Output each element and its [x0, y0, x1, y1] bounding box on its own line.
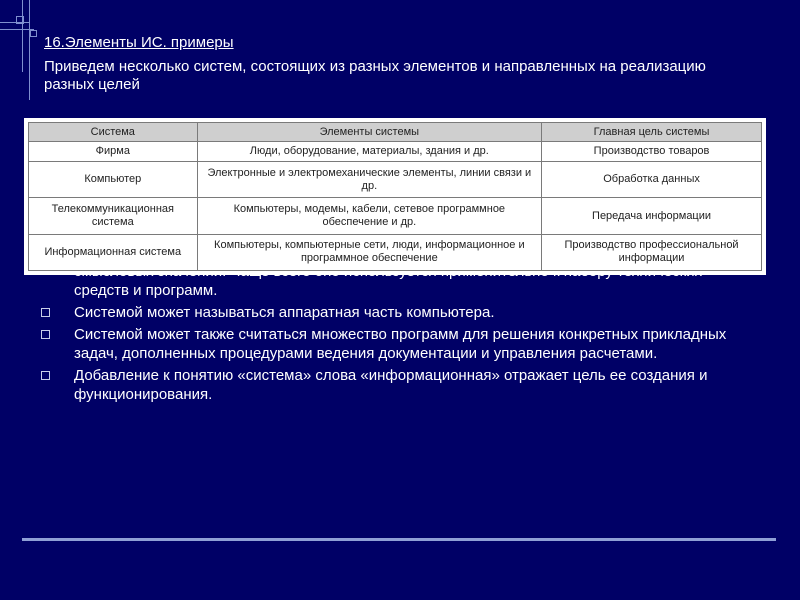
- cell-goal: Передача информации: [542, 198, 762, 234]
- cell-goal: Обработка данных: [542, 162, 762, 198]
- bullet-text: Добавление к понятию «система» слова «информационная» отражает цель ее создания и функционирования.: [74, 367, 708, 403]
- table-row: [29, 234, 762, 270]
- square-bullet-icon: [41, 308, 50, 317]
- header-goal: Главная цель системы: [542, 123, 762, 142]
- cell-system: Фирма: [29, 142, 198, 162]
- frame-square-icon: [30, 30, 37, 37]
- cell-system: Компьютер: [29, 162, 198, 198]
- systems-table: [28, 122, 762, 271]
- cell-elements: Компьютеры, модемы, кабели, сетевое программное обеспечение и др.: [197, 198, 542, 234]
- slide-subtitle: Приведем несколько систем, состоящих из разных элементов и направленных на реализацию разных целей: [44, 58, 706, 93]
- bottom-divider: [22, 538, 776, 541]
- frame-square-icon: [16, 16, 24, 24]
- table-header-row: [29, 123, 762, 142]
- continuation-text: средств и программ.: [74, 282, 218, 299]
- frame-line-right: [29, 0, 30, 100]
- slide-title: 16.Элементы ИС. примеры: [44, 34, 234, 51]
- frame-line-left: [22, 0, 23, 72]
- cell-elements: Компьютеры, компьютерные сети, люди, информационное и программное обеспечение: [197, 234, 542, 270]
- cell-goal: Производство профессиональной информации: [542, 234, 762, 270]
- frame-line-top-2: [0, 29, 34, 30]
- table-row: [29, 162, 762, 198]
- body-text: [40, 262, 760, 404]
- bullet-item: [40, 303, 760, 322]
- frame-line-top: [0, 22, 30, 23]
- bullet-item: [40, 325, 760, 363]
- systems-table-image: [24, 118, 766, 275]
- cell-system: Телекоммуникационная система: [29, 198, 198, 234]
- table-row: [29, 198, 762, 234]
- bullet-item: [40, 366, 760, 404]
- cell-elements: Люди, оборудование, материалы, здания и др.: [197, 142, 542, 162]
- bullet-text: Системой может также считаться множество программ для решения конкретных прикладных задач, дополненных процедурами ведения документации и управления расчетами.: [74, 326, 727, 362]
- cell-goal: Производство товаров: [542, 142, 762, 162]
- cell-system: Информационная система: [29, 234, 198, 270]
- square-bullet-icon: [41, 330, 50, 339]
- cell-elements: Электронные и электромеханические элементы, линии связи и др.: [197, 162, 542, 198]
- header-system: Система: [29, 123, 198, 142]
- bullet-text: Системой может называться аппаратная часть компьютера.: [74, 304, 495, 321]
- table-row: [29, 142, 762, 162]
- square-bullet-icon: [41, 371, 50, 380]
- header-elements: Элементы системы: [197, 123, 542, 142]
